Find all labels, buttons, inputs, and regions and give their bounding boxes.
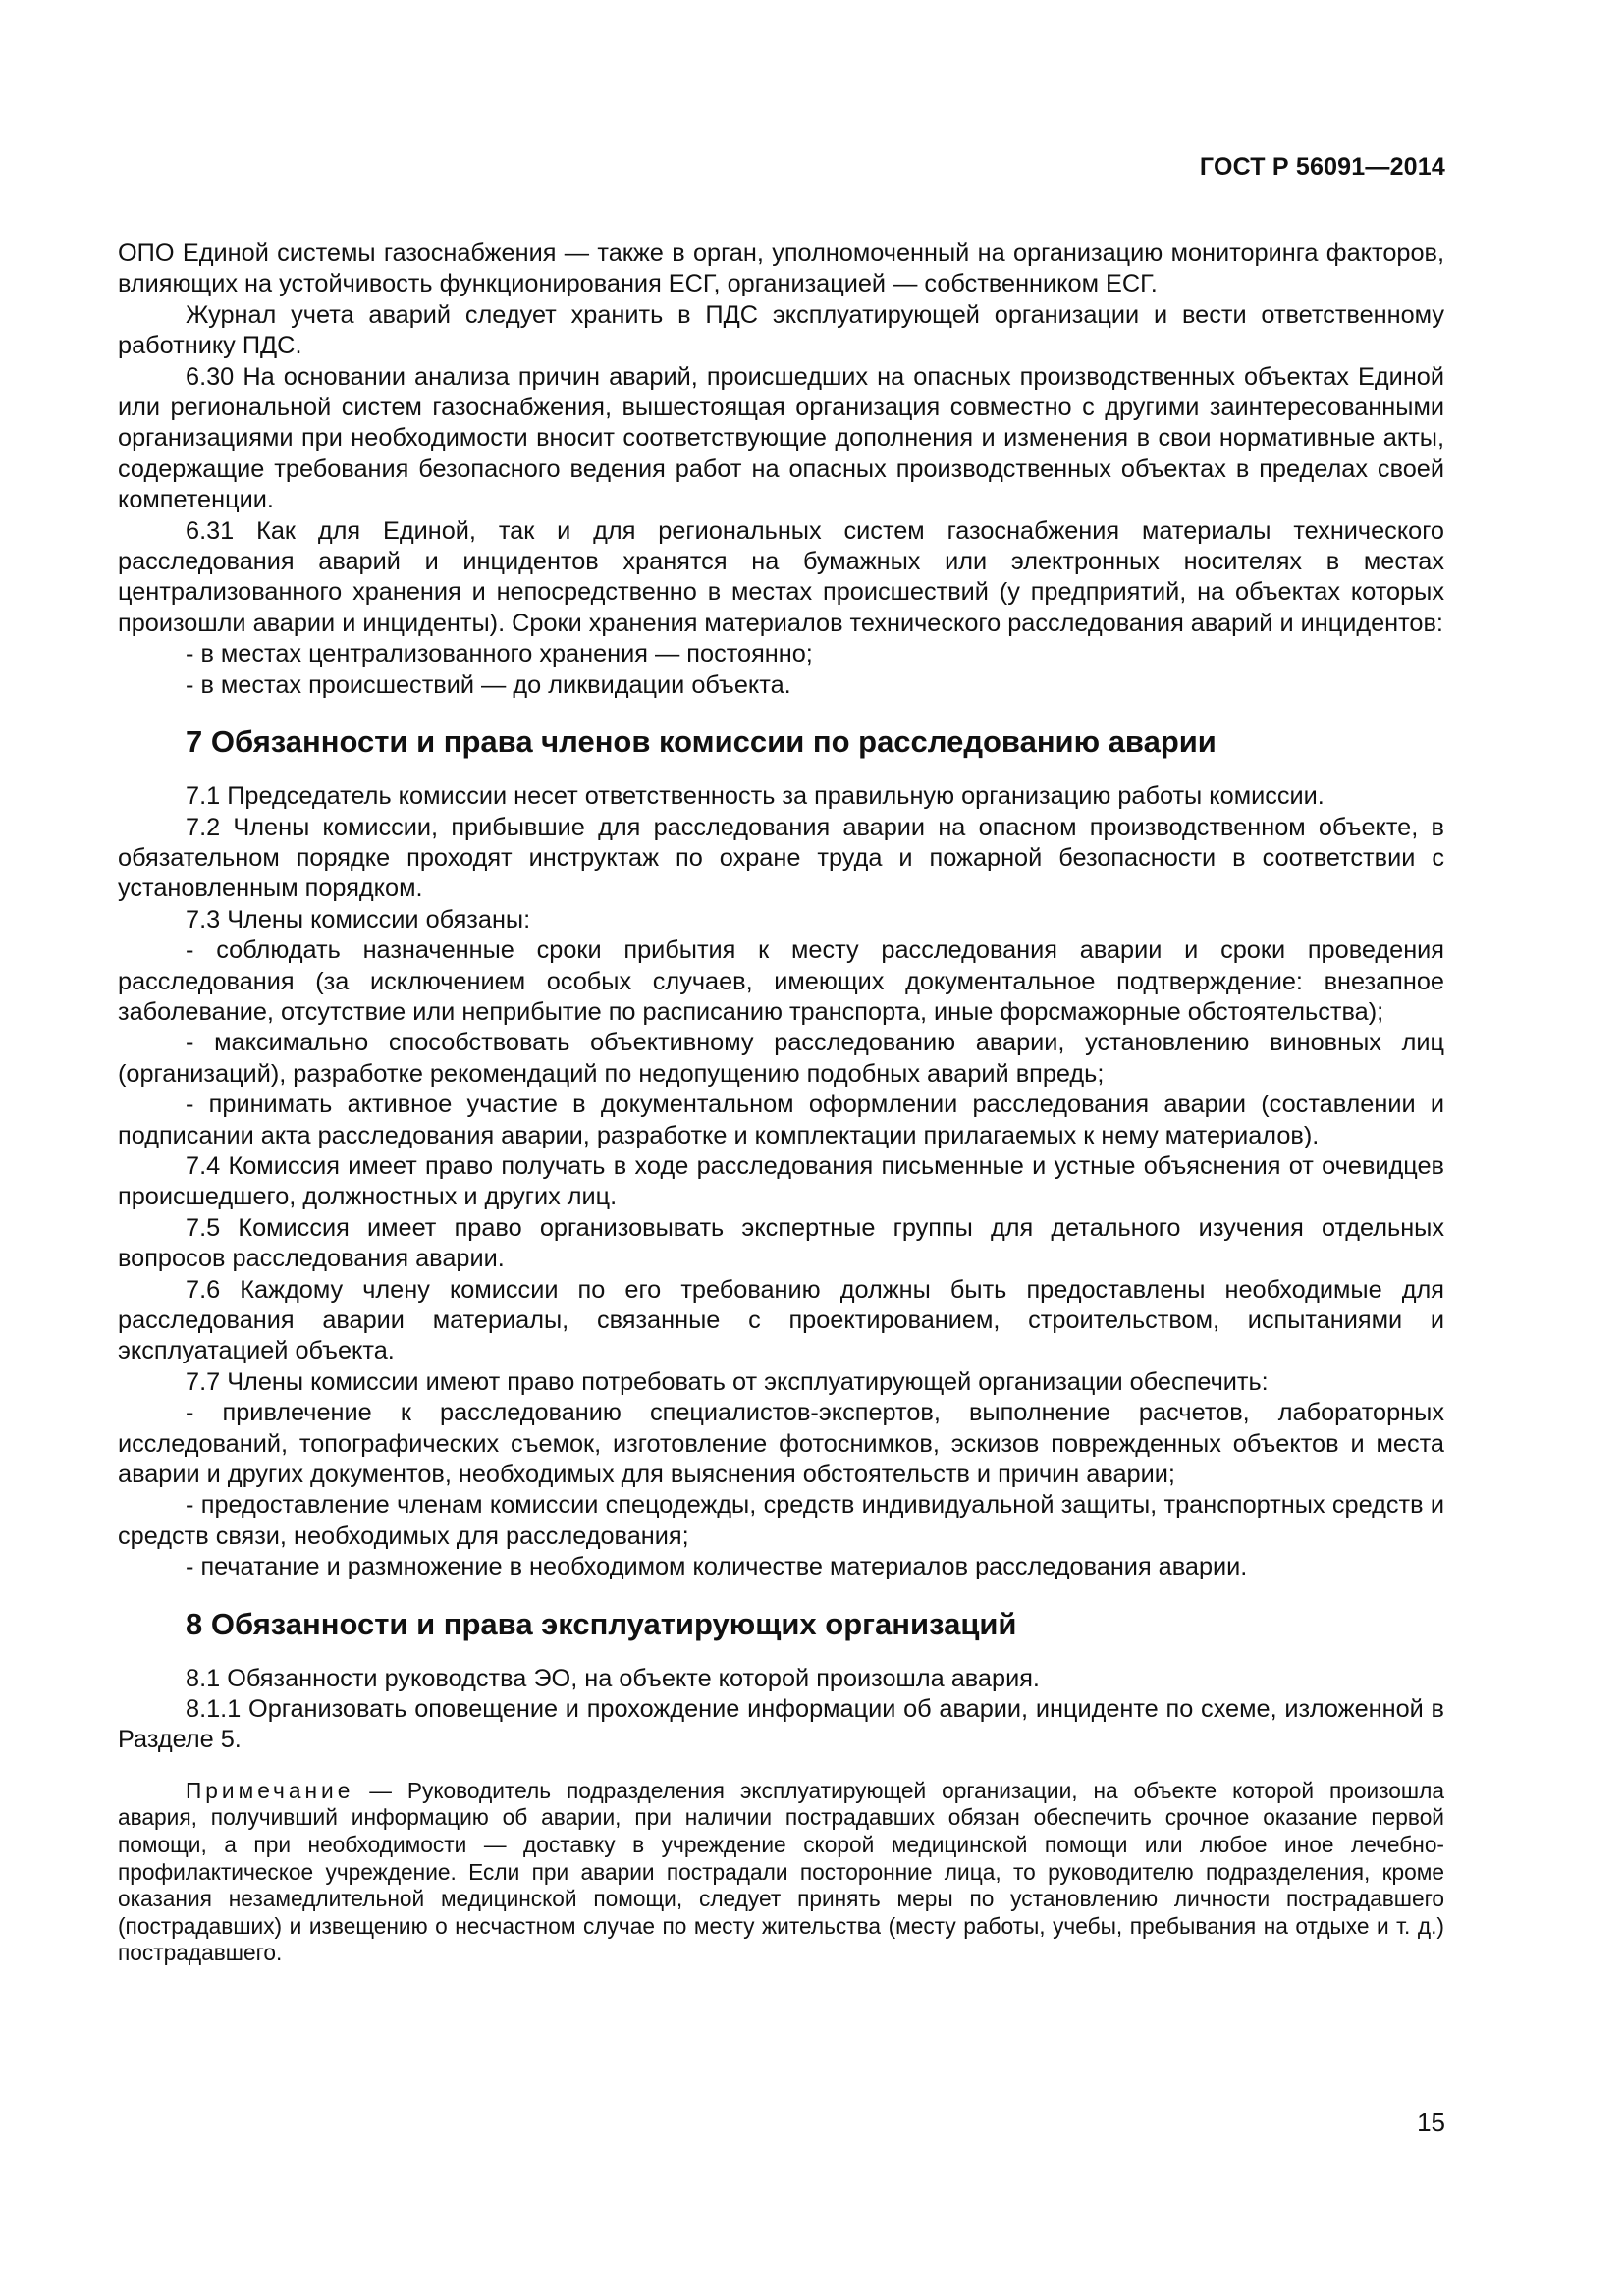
list-item: - соблюдать назначенные сроки прибытия к месту расследования аварии и сроки проведения расследования (за исключением особых случаев, имеющих документальное подтверждение: внезапное заболевание, отсутствие или неприбытие по расписанию транспорта, иные форсмажорные обстоятельства); (118, 936, 1444, 1026)
list-item: - привлечение к расследованию специалистов-экспертов, выполнение расчетов, лабораторных исследований, топографических съемок, изготовление фотоснимков, эскизов поврежденных объектов и места аварии и других документов, необходимых для выяснения обстоятельств и причин аварии; (118, 1399, 1444, 1489)
note-text: — Руководитель подразделения эксплуатирующей организации, на объекте которой произошла авария, получивший информацию об аварии, при наличии пострадавших обязан обеспечить срочное оказание первой помощи, а при необходимости — доставку в учреждение скорой медицинской помощи или любое иное лечебно-профилактическое учреждение. Если при аварии пострадали посторонние лица, то руководителю подразделения, кроме оказания незамедлительной медицинской помощи, следует принять меры по установлению личности пострадавшего (пострадавших) и извещению о несчастном случае по месту жительства (месту работы, учебы, пребывания на отдыхе и т. д.) пострадавшего. (118, 1777, 1444, 1966)
paragraph-6-30: 6.30 На основании анализа причин аварий, происшедших на опасных производственных объектах Единой или региональной систем газоснабжения, вышестоящая организация совместно с другими заинтересованными организациями при необходимости вносит соответствующие дополнения и изменения в свои нормативные акты, содержащие требования безопасного ведения работ на опасных производственных объектах в пределах своей компетенции. (118, 362, 1444, 514)
page-number: 15 (1417, 2108, 1445, 2137)
paragraph-7-4: 7.4 Комиссия имеет право получать в ходе расследования письменные и устные объяснения от очевидцев происшедшего, должностных и других лиц. (118, 1151, 1444, 1211)
paragraph-6-31: 6.31 Как для Единой, так и для региональных систем газоснабжения материалы технического расследования аварий и инцидентов хранятся на бумажных или электронных носителях в местах централизованного хранения и непосредственно в местах происшествий (у предприятий, на объектах которых произошли аварии и инциденты). Сроки хранения материалов технического расследования аварий и инцидентов: (118, 516, 1444, 637)
paragraph-7-3: 7.3 Члены комиссии обязаны: (186, 905, 531, 934)
paragraph-7-2: 7.2 Члены комиссии, прибывшие для расследования аварии на опасном производственном объекте, в обязательном порядке проходят инструктаж по охране труда и пожарной безопасности в соответствии с установленным порядком. (118, 813, 1444, 903)
list-item: - принимать активное участие в документальном оформлении расследования аварии (составлении и подписании акта расследования аварии, разработке и комплектации прилагаемых к нему материалов). (118, 1091, 1444, 1149)
paragraph-7-6: 7.6 Каждому члену комиссии по его требованию должны быть предоставлены необходимые для расследования аварии материалы, связанные с проектированием, строительством, испытаниями и эксплуатацией объекта. (118, 1275, 1444, 1365)
list-item: - в местах централизованного хранения — постоянно; (186, 640, 813, 668)
paragraph-8-1-1: 8.1.1 Организовать оповещение и прохождение информации об аварии, инциденте по схеме, изложенной в Разделе 5. (118, 1695, 1444, 1754)
paragraph-7-1: 7.1 Председатель комиссии несет ответственность за правильную организацию работы комиссии. (186, 782, 1325, 811)
paragraph-7-7: 7.7 Члены комиссии имеют право потребовать от эксплуатирующей организации обеспечить: (186, 1367, 1269, 1396)
note-lead: Примечание (186, 1777, 354, 1803)
running-header: ГОСТ Р 56091—2014 (1199, 153, 1445, 181)
paragraph: ОПО Единой системы газоснабжения — также в орган, уполномоченный на организацию мониторинга факторов, влияющих на устойчивость функционирования ЕСГ, организацией — собственником ЕСГ. (118, 240, 1444, 298)
note-block (118, 1778, 1444, 1967)
paragraph: Журнал учета аварий следует хранить в ПДС эксплуатирующей организации и вести ответственному работнику ПДС. (118, 300, 1444, 360)
list-item: - максимально способствовать объективному расследованию аварии, установлению виновных лиц (организаций), разработке рекомендаций по недопущению подобных аварий впредь; (118, 1029, 1444, 1088)
paragraph-8-1: 8.1 Обязанности руководства ЭО, на объекте которой произошла авария. (186, 1664, 1040, 1692)
page-body (118, 239, 1444, 1990)
list-item: - предоставление членам комиссии спецодежды, средств индивидуальной защиты, транспортных средств и средств связи, необходимых для расследования; (118, 1491, 1444, 1550)
section-heading-8: 8 Обязанности и права эксплуатирующих организаций (186, 1606, 1017, 1641)
list-item: - в местах происшествий — до ликвидации объекта. (186, 670, 791, 699)
paragraph-7-5: 7.5 Комиссия имеет право организовывать экспертные группы для детального изучения отдельных вопросов расследования аварии. (118, 1213, 1444, 1273)
list-item: - печатание и размножение в необходимом количестве материалов расследования аварии. (186, 1553, 1248, 1581)
section-heading-7: 7 Обязанности и права членов комиссии по расследованию аварии (186, 724, 1217, 760)
